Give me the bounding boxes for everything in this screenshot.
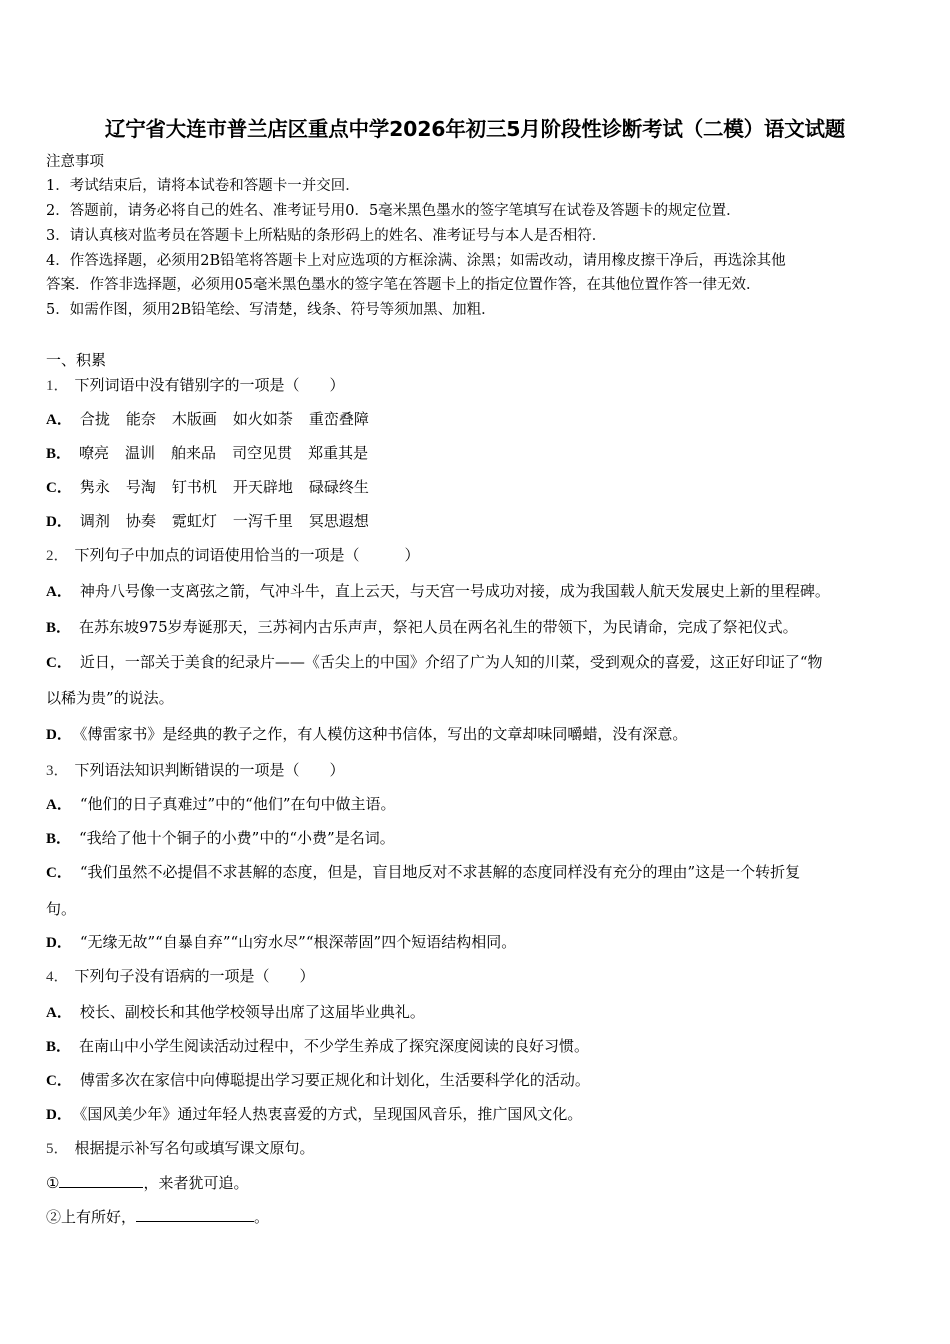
option-letter: C．	[46, 655, 72, 671]
option-word: 霓虹灯	[171, 512, 217, 530]
answer-blank[interactable]	[59, 1172, 143, 1188]
q5-fill-item-1	[46, 1172, 248, 1193]
option-word: 冥思遐想	[308, 512, 369, 530]
question-4	[46, 966, 315, 987]
q3-option-b	[46, 828, 395, 849]
fill-prefix: ②上有所好，	[46, 1208, 137, 1226]
q1-option-b	[46, 443, 384, 464]
option-letter: A．	[46, 584, 72, 600]
q4-option-c	[46, 1070, 590, 1091]
option-word: 碌碌终生	[308, 478, 369, 496]
option-word: 一泻千里	[232, 512, 293, 530]
option-letter: B．	[46, 446, 72, 462]
question-stem: 根据提示补写名句或填写课文原句。	[74, 1139, 315, 1157]
option-letter: D．	[46, 1107, 72, 1123]
q2-option-c	[46, 652, 823, 673]
notice-item: 3．请认真核对监考员在答题卡上所粘贴的条形码上的姓名、准考证号与本人是否相符．	[46, 228, 607, 244]
option-text: “我们虽然不必提倡不求甚解的态度，但是，盲目地反对不求甚解的态度同样没有充分的理由”这是一个转折复	[79, 863, 801, 881]
question-3	[46, 760, 345, 781]
option-word: 郑重其是	[308, 444, 369, 462]
option-text: 《国风美少年》通过年轻人热衷喜爱的方式，呈现国风音乐，推广国风文化。	[79, 1105, 583, 1123]
option-text: “他们的日子真难过”中的“他们”在句中做主语。	[79, 795, 396, 813]
option-word: 司空见贯	[232, 444, 293, 462]
fill-suffix: ，来者犹可追。	[143, 1174, 249, 1192]
option-text: 近日，一部关于美食的纪录片——《舌尖上的中国》介绍了广为人知的川菜，受到观众的喜爱，这正好印证了“物	[79, 653, 823, 671]
option-text: 校长、副校长和其他学校领导出席了这届毕业典礼。	[79, 1003, 425, 1021]
option-text: 句。	[46, 900, 77, 918]
q3-option-c-continued	[46, 899, 76, 919]
option-word: 嘹亮	[79, 444, 110, 462]
q1-option-a	[46, 409, 385, 430]
q4-option-b	[46, 1036, 589, 1057]
option-text: “无缘无故”“自暴自弃”“山穷水尽”“根深蒂固”四个短语结构相同。	[79, 933, 517, 951]
q2-option-b	[46, 617, 798, 638]
option-word: 隽永	[79, 478, 110, 496]
question-stem: 下列句子没有语病的一项是（ ）	[74, 967, 315, 985]
notice-heading: 注意事项	[46, 154, 104, 170]
q1-option-d	[46, 511, 385, 532]
fill-prefix: ①	[46, 1174, 60, 1192]
question-number: 4．	[46, 969, 69, 985]
q3-option-a	[46, 794, 396, 815]
option-text: 在苏东坡975岁寿诞那天，三苏祠内古乐声声，祭祀人员在两名礼生的带领下，为民请命，完成了祭祀仪式。	[79, 618, 798, 636]
option-letter: B．	[46, 831, 72, 847]
q5-fill-item-2	[46, 1206, 269, 1227]
q4-option-d	[46, 1104, 582, 1125]
option-letter: D．	[46, 935, 72, 951]
question-number: 2．	[46, 548, 69, 564]
option-text: 在南山中小学生阅读活动过程中，不少学生养成了探究深度阅读的良好习惯。	[79, 1037, 590, 1055]
option-word: 开天辟地	[232, 478, 293, 496]
notice-item: 4．作答选择题，必须用2B铅笔将答题卡上对应选项的方框涂满、涂黑；如需改动，请用橡皮擦干净后，再选涂其他	[46, 253, 786, 269]
question-stem: 下列语法知识判断错误的一项是（ ）	[74, 761, 345, 779]
option-letter: D．	[46, 727, 72, 743]
option-letter: C．	[46, 865, 72, 881]
q2-option-d	[46, 724, 687, 745]
question-stem: 下列词语中没有错别字的一项是（ ）	[74, 376, 345, 394]
option-word: 重峦叠障	[308, 410, 369, 428]
option-text: “我给了他十个铜子的小费”中的“小费”是名词。	[79, 829, 395, 847]
answer-blank[interactable]	[136, 1206, 254, 1222]
option-word: 木版画	[171, 410, 217, 428]
option-letter: A．	[46, 412, 72, 428]
option-word: 合拢	[79, 410, 110, 428]
notice-item: 1．考试结束后，请将本试卷和答题卡一并交回．	[46, 178, 360, 194]
question-5	[46, 1138, 315, 1159]
fill-suffix: 。	[254, 1208, 270, 1226]
question-stem: 下列句子中加点的词语使用恰当的一项是（ ）	[74, 546, 420, 564]
question-2	[46, 545, 420, 566]
option-letter: B．	[46, 620, 72, 636]
question-number: 5．	[46, 1141, 69, 1157]
question-1	[46, 375, 345, 396]
notice-item: 答案．作答非选择题，必须用05毫米黑色墨水的签字笔在答题卡上的指定位置作答，在其他位置作答一律无效．	[46, 277, 761, 293]
option-text: 《傅雷家书》是经典的教子之作，有人模仿这种书信体，写出的文章却味同嚼蜡，没有深意。	[79, 725, 688, 743]
option-letter: A．	[46, 1005, 72, 1021]
section-heading: 一、积累	[46, 351, 107, 369]
question-number: 3．	[46, 763, 69, 779]
option-word: 调剂	[79, 512, 110, 530]
notice-item: 2．答题前，请务必将自己的姓名、准考证号用0．5毫米黑色墨水的签字笔填写在试卷及答题卡的规定位置．	[46, 203, 741, 219]
q3-option-d	[46, 932, 516, 953]
option-word: 协奏	[125, 512, 156, 530]
notice-item: 5．如需作图，须用2B铅笔绘、写清楚，线条、符号等须加黑、加粗．	[46, 302, 496, 318]
option-word: 能奈	[125, 410, 156, 428]
option-word: 钉书机	[171, 478, 217, 496]
q2-option-a	[46, 581, 830, 602]
option-word: 温训	[125, 444, 156, 462]
option-letter: C．	[46, 480, 72, 496]
option-text: 傅雷多次在家信中向傅聪提出学习要正规化和计划化，生活要科学化的活动。	[79, 1071, 590, 1089]
question-number: 1．	[46, 378, 69, 394]
page-title: 辽宁省大连市普兰店区重点中学2026年初三5月阶段性诊断考试（二模）语文试题	[104, 117, 846, 141]
option-letter: D．	[46, 514, 72, 530]
option-word: 号淘	[125, 478, 156, 496]
option-word: 如火如荼	[232, 410, 293, 428]
option-text: 神舟八号像一支离弦之箭，气冲斗牛，直上云天，与天宫一号成功对接，成为我国载人航天发展史上新的里程碑。	[79, 582, 830, 600]
option-letter: C．	[46, 1073, 72, 1089]
q2-option-c-continued	[46, 688, 174, 708]
q4-option-a	[46, 1002, 425, 1023]
option-letter: B．	[46, 1039, 72, 1055]
q1-option-c	[46, 477, 385, 498]
option-letter: A．	[46, 797, 72, 813]
option-word: 舶来品	[171, 444, 217, 462]
option-text: 以稀为贵”的说法。	[46, 689, 174, 707]
q3-option-c	[46, 862, 800, 883]
